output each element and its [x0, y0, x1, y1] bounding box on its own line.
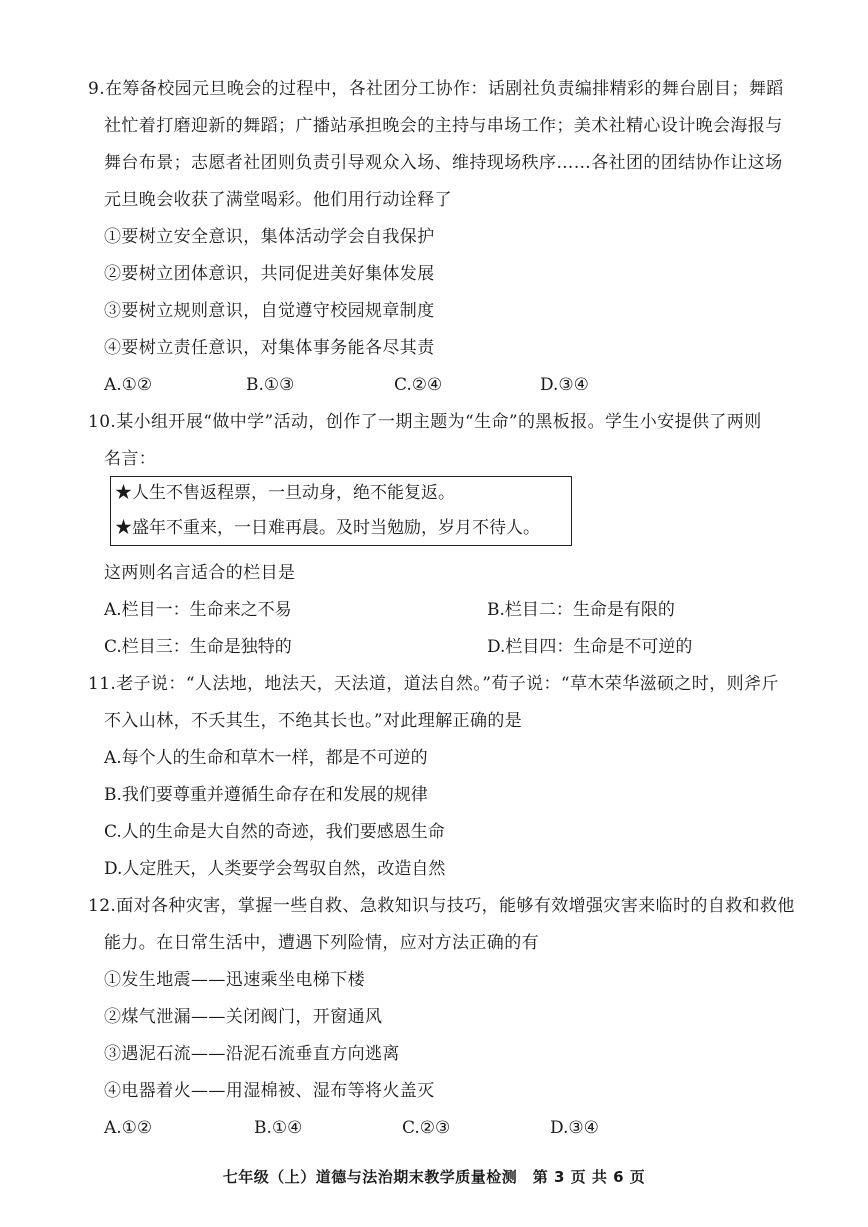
- q9-statement-1: ①要树立安全意识，集体活动学会自我保护: [104, 227, 435, 247]
- q12-statement-4: ④电器着火——用湿棉被、湿布等将火盖灭: [104, 1081, 435, 1101]
- q10-option-b[interactable]: B.栏目二：生命是有限的: [487, 600, 675, 620]
- q12-statement-2: ②煤气泄漏——关闭阀门，开窗通风: [104, 1007, 383, 1027]
- q11-stem-line: 11.老子说：“人法地，地法天，天法道，道法自然。”荀子说：“草木荣华滋硕之时，则斧斤: [88, 674, 779, 694]
- q12-stem-line: 能力。在日常生活中，遭遇下列险情，应对方法正确的有: [104, 933, 539, 953]
- q10-question: 这两则名言适合的栏目是: [104, 563, 296, 583]
- q11-option-a[interactable]: A.每个人的生命和草木一样，都是不可逆的: [104, 748, 428, 768]
- q9-stem-line: 元旦晚会收获了满堂喝彩。他们用行动诠释了: [104, 190, 452, 210]
- quote-2: ★盛年不重来，一日难再晨。及时当勉励，岁月不待人。: [115, 518, 540, 538]
- q10-option-c[interactable]: C.栏目三：生命是独特的: [104, 637, 292, 657]
- q9-option-b[interactable]: B.①③: [246, 375, 295, 395]
- q12-option-b[interactable]: B.①④: [254, 1118, 303, 1138]
- page-footer: 七年级（上）道德与法治期末教学质量检测 第 3 页 共 6 页: [222, 1168, 646, 1186]
- q12-option-d[interactable]: D.③④: [550, 1118, 599, 1138]
- q9-statement-3: ③要树立规则意识，自觉遵守校园规章制度: [104, 301, 435, 321]
- q9-statement-4: ④要树立责任意识，对集体事务能各尽其责: [104, 338, 435, 358]
- q12-statement-1: ①发生地震——迅速乘坐电梯下楼: [104, 970, 365, 990]
- q9-stem-line: 社忙着打磨迎新的舞蹈；广播站承担晚会的主持与串场工作；美术社精心设计晚会海报与: [104, 116, 783, 136]
- q9-option-a[interactable]: A.①②: [104, 375, 153, 395]
- q9-statement-2: ②要树立团体意识，共同促进美好集体发展: [104, 264, 435, 284]
- q9-stem-line: 舞台布景；志愿者社团则负责引导观众入场、维持现场秩序……各社团的团结协作让这场: [104, 153, 783, 173]
- q9-stem-line: 9.在筹备校园元旦晚会的过程中，各社团分工协作：话剧社负责编排精彩的舞台剧目；舞蹈: [88, 79, 784, 99]
- q11-option-d[interactable]: D.人定胜天，人类要学会驾驭自然，改造自然: [104, 859, 446, 879]
- q10-stem-line: 10.某小组开展“做中学”活动，创作了一期主题为“生命”的黑板报。学生小安提供了两则: [88, 412, 762, 432]
- q11-option-c[interactable]: C.人的生命是大自然的奇迹，我们要感恩生命: [104, 822, 445, 842]
- q12-stem-line: 12.面对各种灾害，掌握一些自救、急救知识与技巧，能够有效增强灾害来临时的自救和救他: [88, 896, 795, 916]
- q10-option-d[interactable]: D.栏目四：生命是不可逆的: [487, 637, 693, 657]
- q12-option-c[interactable]: C.②③: [402, 1118, 451, 1138]
- quote-1: ★人生不售返程票，一旦动身，绝不能复返。: [115, 483, 455, 503]
- q10-option-a[interactable]: A.栏目一：生命来之不易: [104, 600, 292, 620]
- quote-box: [110, 476, 572, 546]
- q9-option-d[interactable]: D.③④: [540, 375, 589, 395]
- q11-stem-line: 不入山林，不夭其生，不绝其长也。”对此理解正确的是: [104, 711, 523, 731]
- q10-stem-line: 名言：: [104, 449, 157, 469]
- q9-option-c[interactable]: C.②④: [394, 375, 443, 395]
- q11-option-b[interactable]: B.我们要尊重并遵循生命存在和发展的规律: [104, 785, 428, 805]
- q12-option-a[interactable]: A.①②: [104, 1118, 153, 1138]
- q12-statement-3: ③遇泥石流——沿泥石流垂直方向逃离: [104, 1044, 400, 1064]
